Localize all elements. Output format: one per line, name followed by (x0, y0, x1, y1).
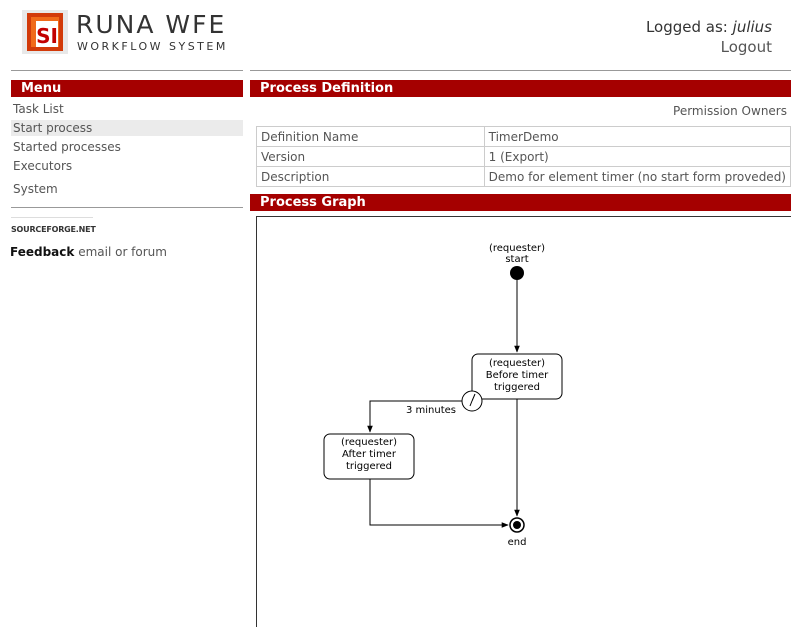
transition-after-end (370, 479, 508, 525)
start-role-label: (requester) (488, 243, 546, 254)
menu-item-start-process[interactable]: Start process (13, 121, 93, 135)
timer-duration-label: 3 minutes (406, 405, 457, 416)
logo-title: RUNA WFE (76, 10, 227, 39)
description-key: Description (257, 167, 485, 187)
menu-item-executors[interactable]: Executors (13, 159, 73, 173)
start-node[interactable] (510, 266, 524, 280)
menu-item-system[interactable]: System (13, 182, 58, 196)
logout-link[interactable]: Logout (720, 38, 772, 56)
version-value: 1 (Export) (484, 147, 790, 167)
logged-as-label: Logged as: (645, 18, 728, 36)
process-definition-header: Process Definition (250, 80, 791, 97)
timer-icon[interactable] (462, 391, 482, 411)
version-key: Version (257, 147, 485, 167)
end-node[interactable] (510, 518, 524, 532)
after-task-line1: (requester) (340, 437, 398, 448)
start-name-label: start (505, 254, 529, 265)
menu-header: Menu (11, 80, 243, 97)
logo-subtitle: WORKFLOW SYSTEM (77, 40, 228, 53)
feedback-links[interactable]: email or forum (78, 245, 167, 259)
after-task-line2: After timer (342, 449, 396, 460)
feedback-label: Feedback (10, 245, 75, 259)
end-label: end (507, 537, 527, 548)
description-value: Demo for element timer (no start form proveded) (484, 167, 790, 187)
after-task-line3: triggered (345, 461, 393, 472)
menu-item-task-list[interactable]: Task List (13, 102, 64, 116)
logo-mark-text: SI (36, 24, 58, 48)
definition-name-key: Definition Name (257, 127, 485, 147)
process-graph-header: Process Graph (250, 194, 791, 211)
sourceforge-logo[interactable]: SOURCEFORGE.NET (11, 217, 93, 238)
before-task-line1: (requester) (488, 358, 546, 369)
menu-item-started-processes[interactable]: Started processes (13, 140, 121, 154)
permission-owners-link[interactable]: Permission Owners (673, 104, 787, 118)
logged-user-name: julius (732, 18, 772, 36)
before-task-line2: Before timer (485, 370, 549, 381)
before-task-line3: triggered (493, 382, 541, 393)
definition-name-value: TimerDemo (484, 127, 790, 147)
